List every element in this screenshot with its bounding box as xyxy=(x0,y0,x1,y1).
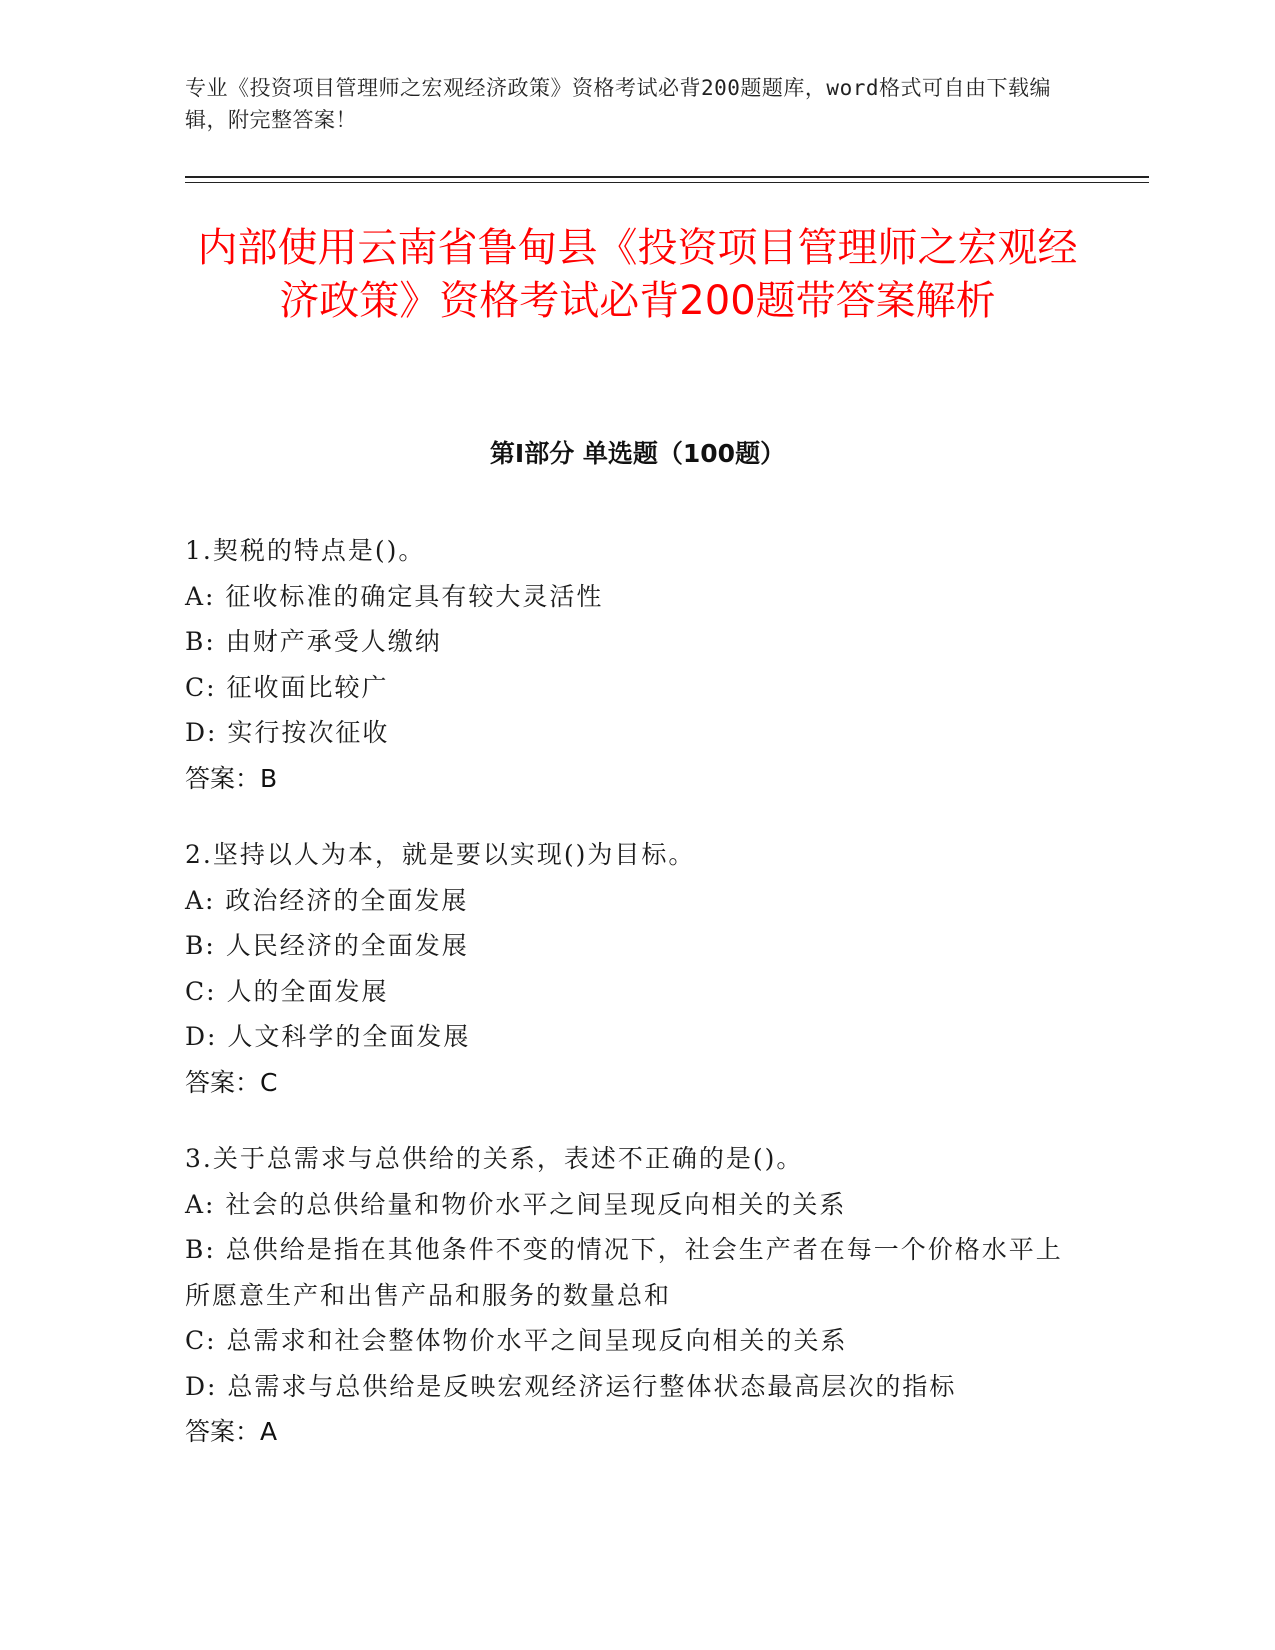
question-stem: 3.关于总需求与总供给的关系，表述不正确的是()。 xyxy=(185,1144,804,1173)
option-c: C: 征收面比较广 xyxy=(185,672,389,702)
answer-line: 答案：B xyxy=(185,763,278,793)
question-2 xyxy=(185,832,1085,1105)
option-a: A: 征收标准的确定具有较大灵活性 xyxy=(185,581,604,611)
option-d: D: 总需求与总供给是反映宏观经济运行整体状态最高层次的指标 xyxy=(185,1371,957,1401)
option-a: A: 政治经济的全面发展 xyxy=(185,885,469,915)
answer-line: 答案：C xyxy=(185,1067,278,1097)
option-d: D: 实行按次征收 xyxy=(185,718,390,747)
question-stem: 2.坚持以人为本，就是要以实现()为目标。 xyxy=(185,840,696,869)
option-c: C: 总需求和社会整体物价水平之间呈现反向相关的关系 xyxy=(185,1326,848,1355)
section-heading: 第Ⅰ部分 单选题（100题） xyxy=(489,439,786,468)
question-list xyxy=(185,528,1085,1486)
option-a: A: 社会的总供给量和物价水平之间呈现反向相关的关系 xyxy=(185,1189,847,1219)
answer-line: 答案：A xyxy=(185,1417,278,1446)
option-c: C: 人的全面发展 xyxy=(185,976,389,1006)
question-stem: 1.契税的特点是()。 xyxy=(185,536,426,565)
header-rule-thick xyxy=(185,176,1149,178)
document-title: 内部使用云南省鲁甸县《投资项目管理师之宏观经济政策》资格考试必背200题带答案解析 xyxy=(197,225,1078,324)
option-d: D: 人文科学的全面发展 xyxy=(185,1022,471,1051)
header-rule-thin xyxy=(185,182,1149,183)
header-note: 专业《投资项目管理师之宏观经济政策》资格考试必背200题题库，word格式可自由下载编辑，附完整答案！ xyxy=(185,76,1051,132)
option-b: B: 人民经济的全面发展 xyxy=(185,931,469,960)
option-b: B: 由财产承受人缴纳 xyxy=(185,627,442,656)
option-b: B: 总供给是指在其他条件不变的情况下，社会生产者在每一个价格水平上所愿意生产和出售产品和服务的数量总和 xyxy=(185,1235,1063,1310)
question-3 xyxy=(185,1136,1085,1455)
question-1 xyxy=(185,528,1085,801)
